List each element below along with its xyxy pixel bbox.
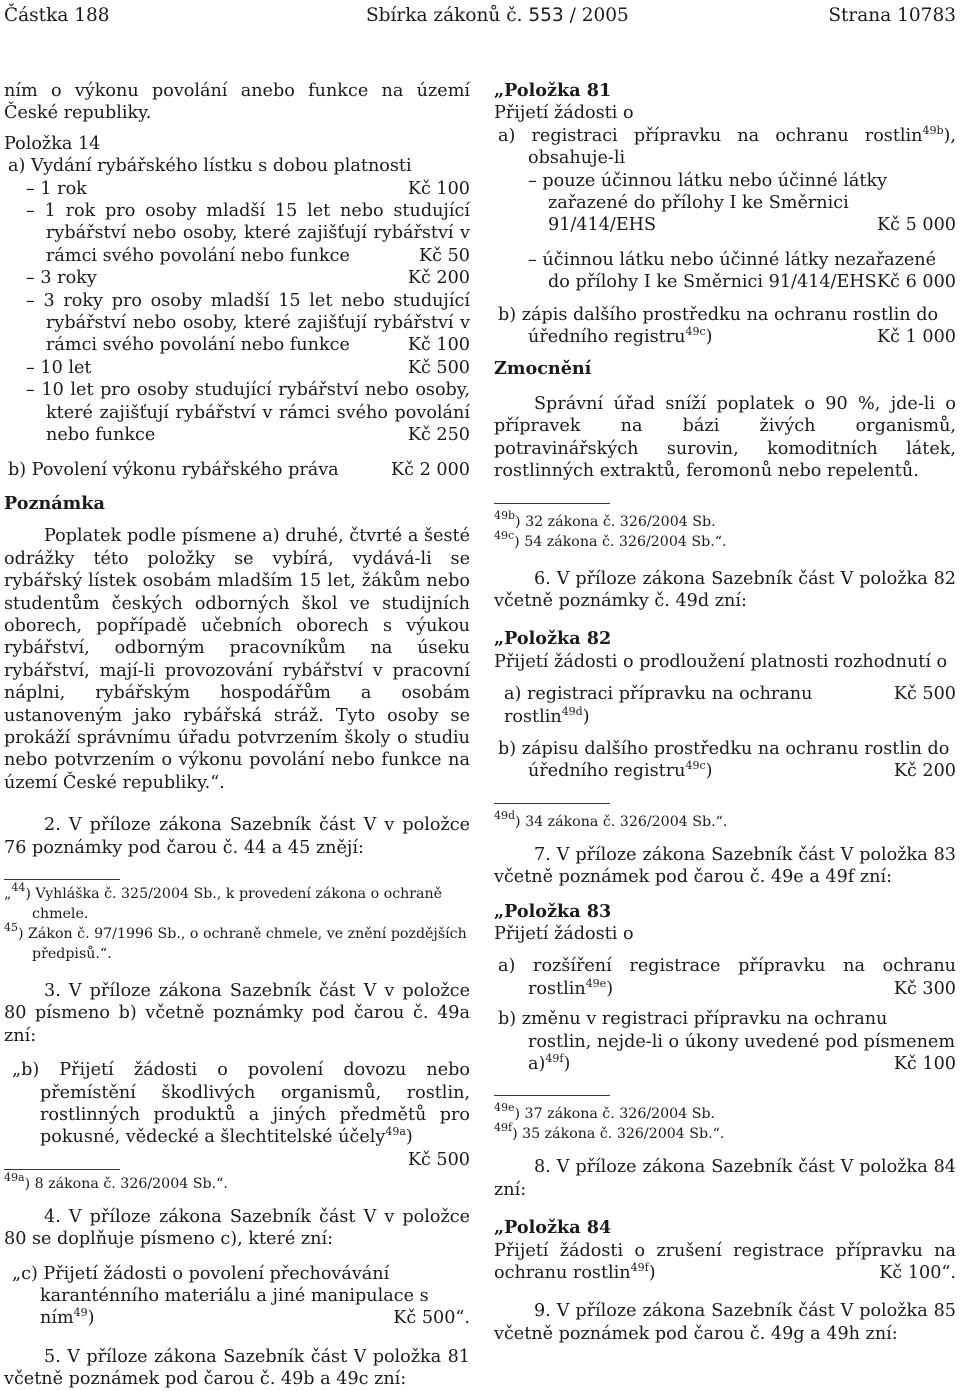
item-14-title: Položka 14 (4, 133, 101, 154)
item-81-title: „Položka 81 (494, 80, 612, 101)
paragraph-9: 9. V příloze zákona Sazebník část V položka 85 včetně poznámek pod čarou č. 49g a 49h zní: (494, 1301, 956, 1344)
footnote-rule (494, 803, 610, 804)
tariff-row: – účinnou látku nebo účinné látky nezařazené do přílohy I ke Směrnici 91/414/EHS Kč 6 000 (528, 249, 956, 293)
footnote-rule (4, 1169, 120, 1170)
tariff-row: – 3 roky Kč 200 (26, 268, 470, 289)
footnotes-49b-49c (494, 508, 956, 552)
tariff-row: – 1 rok pro osoby mladší 15 let nebo studující rybářství nebo osoby, které zajišťují rybářství v rámci svého povolání nebo funkce Kč 50 (26, 201, 470, 266)
paragraph-3: 3. V příloze zákona Sazebník část V v položce 80 písmeno b) včetně poznámky pod čarou č. 49a zní: (4, 981, 470, 1046)
footnote-49a: $^{49a}$) 8 zákona č. 326/2004 Sb.“. (4, 1170, 228, 1192)
right-column (494, 80, 956, 1345)
item-80-c: „c) Přijetí žádosti o povolení přechovávání karanténního materiálu a jiné manipulace s ním$^{49}$) Kč 500“. (12, 1263, 470, 1329)
item-81-a: a) registraci přípravku na ochranu rostlin$^{49b}$), obsahuje-li (498, 123, 956, 169)
footnote-49f: $^{49f}$) 35 zákona č. 326/2004 Sb.“. (494, 1121, 725, 1143)
intro-text: ním o výkonu povolání anebo funkce na území České republiky. (4, 81, 470, 124)
item-83-b: b) změnu v registraci přípravku na ochranu rostlin, nejde-li o úkony uvedené pod písmenem a)$^{49f}$) Kč 100 (498, 1009, 956, 1074)
footnote-rule (4, 879, 120, 880)
item-84-text: Přijetí žádosti o zrušení registrace přípravku na ochranu rostlin$^{49f}$) Kč 100“. (494, 1240, 956, 1284)
paragraph-4: 4. V příloze zákona Sazebník část V v položce 80 se doplňuje písmeno c), které zní: (4, 1206, 470, 1250)
item-81-b: b) zápis dalšího prostředku na ochranu rostlin do úředního registru$^{49c}$) Kč 1 000 (498, 304, 956, 348)
item-84-title: „Položka 84 (494, 1217, 612, 1239)
footnote-rule (494, 1095, 610, 1096)
item-82-title: „Položka 82 (494, 628, 612, 650)
item-82-a: a) registraci přípravku na ochranu rostlin$^{49d}$) Kč 500 (504, 684, 956, 727)
item-80-b: „b) Přijetí žádosti o povolení dovozu nebo přemístění škodlivých organismů, rostlin, rostlinných produktů a jiných předmětů pro pokusné, vědecké a šlechtitelské účely$^{49a}$) Kč 500 (12, 1060, 470, 1170)
law-number: 553 (528, 5, 564, 26)
paragraph-6: 6. V příloze zákona Sazebník část V položka 82 včetně poznámky č. 49d zní: (494, 568, 956, 611)
paragraph-2: 2. V příloze zákona Sazebník část V v položce 76 poznámky pod čarou č. 44 a 45 znějí: (4, 815, 470, 858)
collection-title: Sbírka zákonů č. 553 / 2005 (366, 5, 629, 26)
item-82-b: b) zápisu dalšího prostředku na ochranu rostlin do úředního registru$^{49c}$) Kč 200 (498, 738, 956, 782)
footnote-rule (494, 503, 610, 504)
item-14-b: b) Povolení výkonu rybářského práva Kč 2 000 (8, 459, 470, 480)
authorization-text: Správní úřad sníží poplatek o 90 %, jde-li o přípravek na bázi živých organismů, potravinářských surovin, komoditních látek, rostlinných extraktů, feromonů nebo repelentů. (494, 393, 956, 482)
footnote-49b: $^{49b}$) 32 zákona č. 326/2004 Sb. (494, 508, 716, 530)
footnote-49c: $^{49c}$) 54 zákona č. 326/2004 Sb.“. (494, 528, 727, 550)
tariff-row: – 3 roky pro osoby mladší 15 let nebo studující rybářství nebo osoby, které zajišťují rybářství v rámci svého povolání nebo funkce Kč 100 (26, 290, 470, 356)
tariff-row: – 10 let pro osoby studující rybářství nebo osoby, které zajišťují rybářství v rámci svého povolání nebo funkce Kč 250 (26, 380, 470, 446)
note-text: Poplatek podle písmene a) druhé, čtvrté a šesté odrážky této položky se vybírá, vydává-li se rybářský lístek osobám mladším 15 let, žákům nebo studentům českých odborných škol ve studijních oborech, popřípadě učebních oborech s výukou rybářství, odborným pracovníkům na úseku rybářství, mají-li provozování rybářství v pracovní náplni, rybářským hospodářům a osobám ustanoveným jako rybářská stráž. Tyto osoby se prokáží správnímu úřadu potvrzením školy o studiu nebo potvrzením o výkonu povolání nebo funkce na území České republiky.“. (4, 526, 470, 793)
item-81-subtitle: Přijetí žádosti o (494, 103, 634, 124)
footnote-45: $^{45}$) Zákon č. 97/1996 Sb., o ochraně chmele, ve znění pozdějších předpisů.“. (4, 921, 467, 962)
paragraph-8: 8. V příloze zákona Sazebník část V položka 84 zní: (494, 1157, 956, 1200)
tariff-row: – 10 let Kč 500 (26, 357, 470, 378)
item-83-a: a) rozšíření registrace přípravku na ochranu rostlin$^{49e}$) Kč 300 (498, 956, 956, 999)
item-82-subtitle: Přijetí žádosti o prodloužení platnosti rozhodnutí o (494, 651, 948, 672)
paragraph-5: 5. V příloze zákona Sazebník část V položka 81 včetně poznámek pod čarou č. 49b a 49c zní: (4, 1346, 470, 1390)
tariff-row: – 1 rok Kč 100 (26, 178, 470, 199)
footnotes-44-45 (4, 881, 470, 964)
page-number: Strana 10783 (828, 5, 956, 26)
footnote-44: „$^{44}$) Vyhláška č. 325/2004 Sb., k provedení zákona o ochraně chmele. (4, 881, 443, 922)
item-83-subtitle: Přijetí žádosti o (494, 923, 634, 944)
left-column (4, 80, 470, 1391)
item-14-a: a) Vydání rybářského lístku s dobou platnosti (8, 156, 412, 177)
footnote-49e: $^{49e}$) 37 zákona č. 326/2004 Sb. (494, 1101, 716, 1123)
tariff-row: – pouze účinnou látku nebo účinné látky zařazené do přílohy I ke Směrnici 91/414/EHS Kč 5 000 (528, 170, 956, 236)
footnotes-49e-49f (494, 1101, 956, 1144)
footnote-49d: $^{49d}$) 34 zákona č. 326/2004 Sb.“. (494, 808, 728, 830)
paragraph-7: 7. V příloze zákona Sazebník část V položka 83 včetně poznámek pod čarou č. 49e a 49f zní: (494, 844, 956, 888)
item-83-title: „Položka 83 (494, 900, 612, 922)
page-header (4, 5, 956, 29)
authorization-title: Zmocnění (494, 358, 592, 380)
issue-number: Částka 188 (4, 5, 110, 26)
note-title: Poznámka (4, 492, 105, 514)
